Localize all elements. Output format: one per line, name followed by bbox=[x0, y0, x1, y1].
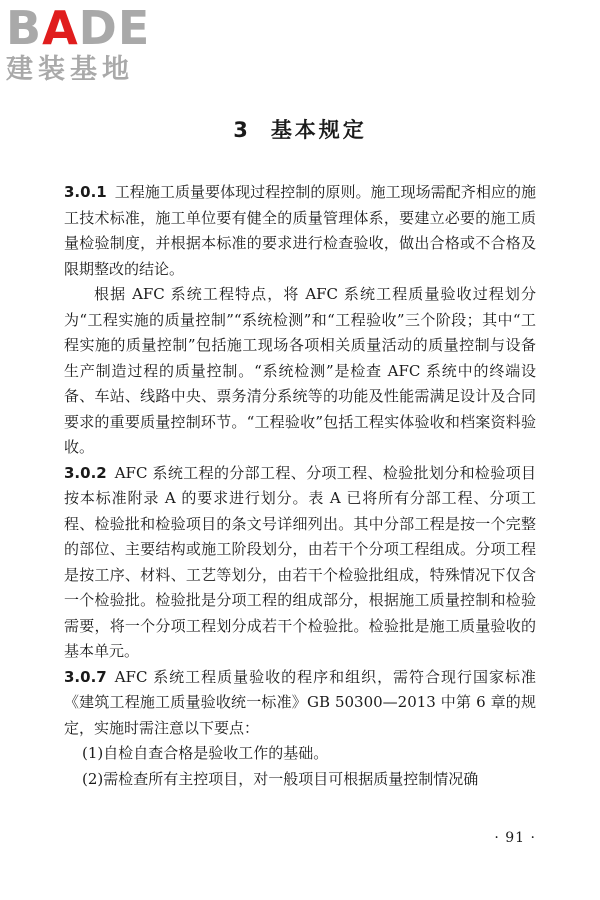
chapter-number: 3 bbox=[233, 118, 251, 142]
list-item: (2)需检查所有主控项目，对一般项目可根据质量控制情况确 bbox=[82, 769, 479, 788]
clause-text: 根据 AFC 系统工程特点，将 AFC 系统工程质量验收过程划分为“工程实施的质量控制”“系统检测”和“工程验收”三个阶段；其中“工程实施的质量控制”包括施工现场各项相关质量活动的质量控制与设备生产制造过程的质量控制。“系统检测”是检查 AFC 系统中的终端设备、车站、线路中央、票务清分系统等的功能及性能需满足设计及合同要求的重要质量控制环节。“工程验收”包括工程实体验收和档案资料验收。 bbox=[64, 285, 536, 456]
clause-3-0-1-explanation bbox=[64, 282, 536, 461]
clause-text: 工程施工质量要体现过程控制的原则。施工现场需配齐相应的施工技术标准，施工单位要有健全的质量管理体系，要建立必要的施工质量检验制度，并根据本标准的要求进行检查验收，做出合格或不合格及限期整改的结论。 bbox=[64, 183, 536, 278]
logo-subtitle: 建装基地 bbox=[6, 54, 134, 85]
chapter-name: 基本规定 bbox=[270, 118, 367, 142]
clause-text: AFC 系统工程质量验收的程序和组织，需符合现行国家标准《建筑工程施工质量验收统一标准》GB 50300—2013 中第 6 章的规定，实施时需注意以下要点： bbox=[64, 667, 536, 737]
logo-accent-letter: A bbox=[42, 1, 79, 55]
list-item: (1)自检自查合格是验收工作的基础。 bbox=[82, 744, 329, 762]
logo-wordmark: BADE bbox=[6, 1, 151, 55]
clause-text: AFC 系统工程的分部工程、分项工程、检验批划分和检验项目按本标准附录 A 的要求进行划分。表 A 已将所有分部工程、分项工程、检验批和检验项目的条文号详细列出。其中分部工程是按一个完整的部位、主要结构或施工阶段划分，由若干个分项工程组成。分项工程是按工序、材料、工艺等划分，由若干个检验批组成，特殊情况下仅含一个检验批。检验批是分项工程的组成部分，根据施工质量控制和检验需要，将一个分项工程划分成若干个检验批。检验批是施工质量验收的基本单元。 bbox=[64, 463, 536, 660]
clause-number: 3.0.2 bbox=[64, 463, 107, 482]
chapter-title bbox=[0, 114, 600, 144]
clause-3-0-2 bbox=[64, 461, 536, 665]
document-body bbox=[64, 180, 536, 792]
clause-number: 3.0.1 bbox=[64, 183, 107, 201]
clause-3-0-1 bbox=[64, 180, 536, 282]
bade-logo bbox=[6, 1, 176, 86]
clause-3-0-7 bbox=[64, 665, 536, 742]
page-number: · 91 · bbox=[494, 830, 536, 846]
clause-number: 3.0.7 bbox=[64, 667, 107, 686]
